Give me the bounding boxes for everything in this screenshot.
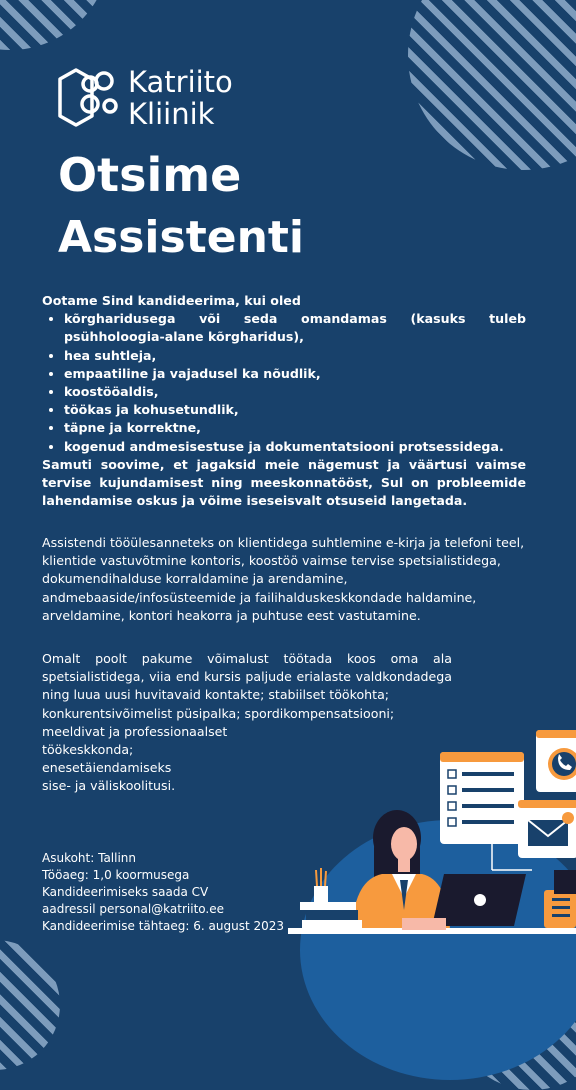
offer-line: töökeskkonda; — [42, 742, 134, 758]
list-item: • kogenud andmesisestuse ja dokumentatsiooni protsessidega. — [64, 438, 526, 456]
office-worker-illustration — [282, 720, 576, 970]
contact-location: Asukoht: Tallinn — [42, 851, 137, 865]
list-item: • empaatiline ja vajadusel ka nõudlik, — [64, 365, 526, 383]
contact-workload: Tööaeg: 1,0 koormusega — [42, 868, 190, 882]
decor-stripe-circle-bottom-left — [0, 940, 60, 1070]
list-item: • töökas ja kohusetundlik, — [64, 401, 526, 419]
checklist-card-icon — [440, 752, 524, 844]
duties-paragraph: Assistendi tööülesanneteks on klientidega suhtlemine e-kirja ja telefoni teel, klientide vastuvõtmine kontoris, koostöö vaimse tervise spetsialistidega, dokumendihalduse korraldamine ja arendamine, andmebaaside/infosüsteemide ja failihalduskeskkondade haldamine, arveldamine, kontori heakorra ja puhtuse eest vastutamine. — [42, 535, 525, 623]
contact-deadline: Kandideerimise tähtaeg: 6. august 2023 — [42, 919, 285, 933]
desk-items — [300, 868, 362, 928]
device-icon — [544, 870, 576, 928]
logo-line-1: Katriito — [128, 65, 233, 99]
headline-line-2: Assistenti — [58, 212, 305, 263]
contact-email: aadressil personal@katriito.ee — [42, 902, 224, 916]
offer-line: konkurentsivõimelist püsipalka; spordikompensatsiooni; — [42, 705, 395, 721]
logo-line-2: Kliinik — [128, 97, 215, 131]
requirements-closing: Samuti soovime, et jagaksid meie nägemust ja väärtusi vaimse tervise kujundamisest ning meeskonnatööst, Sul on probleemide lahendamise oskus ja võime iseseisvalt otsuseid langetada. — [42, 456, 526, 509]
laptop-icon — [432, 874, 526, 926]
offer-line: sise- ja väliskoolitusi. — [42, 778, 176, 794]
contact-apply: Kandideerimiseks saada CV — [42, 885, 209, 899]
headline-line-1: Otsime — [58, 148, 242, 202]
offer-line: enesetäiendamiseks — [42, 760, 172, 776]
list-item: • kõrgharidusega või seda omandamas (kasuks tuleb psühholoogia-alane kõrgharidus), — [64, 310, 526, 346]
list-item: • hea suhtleja, — [64, 347, 526, 365]
hands — [402, 918, 446, 930]
list-item: • koostööaldis, — [64, 383, 526, 401]
requirements-intro: Ootame Sind kandideerima, kui oled — [42, 293, 301, 308]
phone-card-icon — [536, 730, 576, 792]
requirements-section — [42, 292, 526, 510]
offer-line: Omalt poolt pakume võimalust töötada koos oma ala spetsialistidega, viia end kursis paljude erialaste valdkondadega ning luua uusi huvitavaid kontakte; stabiilset töökohta; — [42, 651, 452, 703]
mail-card-icon — [518, 800, 576, 858]
decor-stripe-circle-top-left — [0, 0, 110, 50]
contact-info — [42, 850, 284, 935]
offer-line: meeldivat ja professionaalset — [42, 723, 228, 739]
decor-stripe-circle-top-right — [408, 0, 576, 170]
requirements-list — [42, 310, 526, 456]
logo-text — [128, 66, 233, 130]
list-item: • täpne ja korrektne, — [64, 419, 526, 437]
